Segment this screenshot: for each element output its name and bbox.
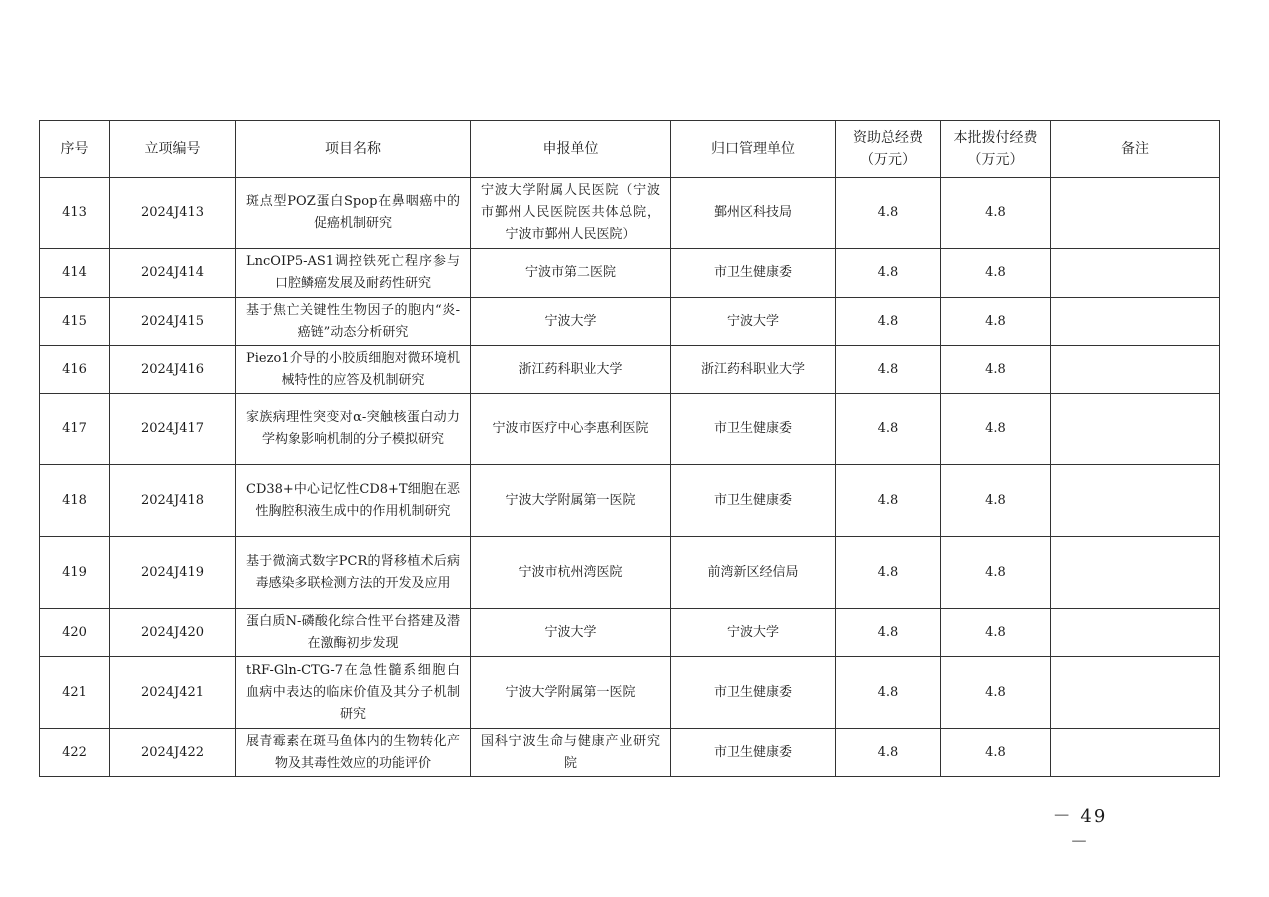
cell-remarks xyxy=(1051,657,1220,729)
table-row xyxy=(40,729,1220,777)
cell-project-name: tRF-Gln-CTG-7在急性髓系细胞白血病中表达的临床价值及其分子机制研究 xyxy=(236,657,471,729)
cell-project-name: 斑点型POZ蛋白Spop在鼻咽癌中的促癌机制研究 xyxy=(236,178,471,249)
cell-applicant: 宁波市第二医院 xyxy=(471,249,671,298)
cell-remarks xyxy=(1051,249,1220,298)
cell-batch-funding: 4.8 xyxy=(941,465,1051,537)
cell-project-name: LncOIP5-AS1调控铁死亡程序参与口腔鳞癌发展及耐药性研究 xyxy=(236,249,471,298)
cell-code: 2024J419 xyxy=(110,537,236,609)
cell-remarks xyxy=(1051,178,1220,249)
cell-seq: 413 xyxy=(40,178,110,249)
cell-total-funding: 4.8 xyxy=(836,394,941,465)
cell-applicant: 宁波大学附属第一医院 xyxy=(471,465,671,537)
cell-remarks xyxy=(1051,537,1220,609)
cell-project-name: Piezo1介导的小胶质细胞对微环境机械特性的应答及机制研究 xyxy=(236,346,471,394)
cell-project-name: CD38+中心记忆性CD8+T细胞在恶性胸腔积液生成中的作用机制研究 xyxy=(236,465,471,537)
cell-total-funding: 4.8 xyxy=(836,178,941,249)
cell-seq: 418 xyxy=(40,465,110,537)
cell-seq: 414 xyxy=(40,249,110,298)
table-row xyxy=(40,394,1220,465)
header-name: 项目名称 xyxy=(236,121,471,178)
cell-project-name: 展青霉素在斑马鱼体内的生物转化产物及其毒性效应的功能评价 xyxy=(236,729,471,777)
funding-table xyxy=(39,120,1220,777)
table-row xyxy=(40,537,1220,609)
cell-project-name: 基于焦亡关键性生物因子的胞内“炎-癌链”动态分析研究 xyxy=(236,298,471,346)
cell-authority: 宁波大学 xyxy=(671,609,836,657)
cell-batch-funding: 4.8 xyxy=(941,729,1051,777)
header-remarks: 备注 xyxy=(1051,121,1220,178)
cell-code: 2024J418 xyxy=(110,465,236,537)
table-row xyxy=(40,178,1220,249)
cell-authority: 宁波大学 xyxy=(671,298,836,346)
cell-applicant: 宁波市杭州湾医院 xyxy=(471,537,671,609)
cell-code: 2024J417 xyxy=(110,394,236,465)
cell-seq: 422 xyxy=(40,729,110,777)
cell-batch-funding: 4.8 xyxy=(941,178,1051,249)
table-row xyxy=(40,465,1220,537)
cell-code: 2024J422 xyxy=(110,729,236,777)
cell-seq: 419 xyxy=(40,537,110,609)
cell-authority: 市卫生健康委 xyxy=(671,394,836,465)
cell-total-funding: 4.8 xyxy=(836,729,941,777)
header-code: 立项编号 xyxy=(110,121,236,178)
cell-total-funding: 4.8 xyxy=(836,465,941,537)
cell-code: 2024J421 xyxy=(110,657,236,729)
cell-total-funding: 4.8 xyxy=(836,346,941,394)
header-total-funding-label: 资助总经费 xyxy=(853,130,923,146)
header-total-funding xyxy=(836,121,941,178)
cell-batch-funding: 4.8 xyxy=(941,537,1051,609)
header-total-funding-unit: （万元） xyxy=(860,152,916,168)
cell-remarks xyxy=(1051,346,1220,394)
cell-applicant: 宁波大学 xyxy=(471,609,671,657)
cell-project-name: 基于微滴式数字PCR的肾移植术后病毒感染多联检测方法的开发及应用 xyxy=(236,537,471,609)
cell-authority: 市卫生健康委 xyxy=(671,657,836,729)
cell-authority: 市卫生健康委 xyxy=(671,729,836,777)
cell-applicant: 宁波大学附属第一医院 xyxy=(471,657,671,729)
cell-batch-funding: 4.8 xyxy=(941,249,1051,298)
table-row xyxy=(40,249,1220,298)
header-batch-funding-unit: （万元） xyxy=(967,152,1024,168)
header-seq: 序号 xyxy=(40,121,110,178)
cell-batch-funding: 4.8 xyxy=(941,346,1051,394)
cell-project-name: 蛋白质N-磷酸化综合性平台搭建及潜在激酶初步发现 xyxy=(236,609,471,657)
cell-batch-funding: 4.8 xyxy=(941,394,1051,465)
cell-code: 2024J415 xyxy=(110,298,236,346)
cell-batch-funding: 4.8 xyxy=(941,657,1051,729)
cell-remarks xyxy=(1051,394,1220,465)
cell-code: 2024J413 xyxy=(110,178,236,249)
cell-remarks xyxy=(1051,298,1220,346)
cell-applicant: 浙江药科职业大学 xyxy=(471,346,671,394)
header-batch-funding xyxy=(941,121,1051,178)
cell-total-funding: 4.8 xyxy=(836,249,941,298)
cell-total-funding: 4.8 xyxy=(836,298,941,346)
cell-seq: 417 xyxy=(40,394,110,465)
cell-remarks xyxy=(1051,465,1220,537)
cell-authority: 市卫生健康委 xyxy=(671,465,836,537)
cell-total-funding: 4.8 xyxy=(836,609,941,657)
cell-remarks xyxy=(1051,729,1220,777)
cell-project-name: 家族病理性突变对α-突触核蛋白动力学构象影响机制的分子模拟研究 xyxy=(236,394,471,465)
page-number: － 49 － xyxy=(1052,806,1108,853)
cell-batch-funding: 4.8 xyxy=(941,298,1051,346)
cell-authority: 市卫生健康委 xyxy=(671,249,836,298)
cell-seq: 421 xyxy=(40,657,110,729)
cell-applicant: 宁波大学 xyxy=(471,298,671,346)
table-row xyxy=(40,657,1220,729)
cell-total-funding: 4.8 xyxy=(836,657,941,729)
cell-code: 2024J416 xyxy=(110,346,236,394)
cell-authority: 鄞州区科技局 xyxy=(671,178,836,249)
header-applicant: 申报单位 xyxy=(471,121,671,178)
table-row xyxy=(40,298,1220,346)
cell-seq: 416 xyxy=(40,346,110,394)
cell-code: 2024J420 xyxy=(110,609,236,657)
table-row xyxy=(40,609,1220,657)
cell-seq: 415 xyxy=(40,298,110,346)
cell-authority: 前湾新区经信局 xyxy=(671,537,836,609)
header-authority: 归口管理单位 xyxy=(671,121,836,178)
cell-applicant: 国科宁波生命与健康产业研究院 xyxy=(471,729,671,777)
cell-applicant: 宁波市医疗中心李惠利医院 xyxy=(471,394,671,465)
header-batch-funding-label: 本批拨付经费 xyxy=(953,130,1038,146)
cell-batch-funding: 4.8 xyxy=(941,609,1051,657)
cell-authority: 浙江药科职业大学 xyxy=(671,346,836,394)
cell-applicant: 宁波大学附属人民医院（宁波市鄞州人民医院医共体总院，宁波市鄞州人民医院） xyxy=(471,178,671,249)
table-row xyxy=(40,346,1220,394)
cell-total-funding: 4.8 xyxy=(836,537,941,609)
cell-seq: 420 xyxy=(40,609,110,657)
cell-code: 2024J414 xyxy=(110,249,236,298)
cell-remarks xyxy=(1051,609,1220,657)
table-header-row xyxy=(40,121,1220,178)
